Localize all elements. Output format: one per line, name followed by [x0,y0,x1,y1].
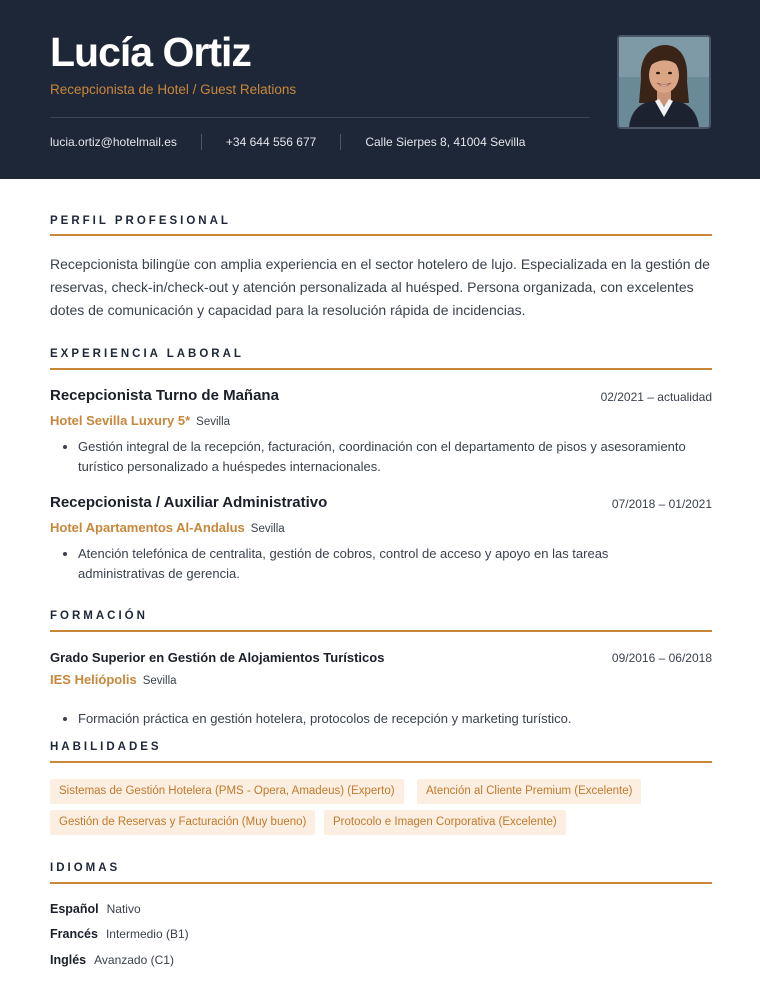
header [0,0,760,179]
portrait-image [619,37,709,127]
contact-email[interactable]: lucia.ortiz@hotelmail.es [50,135,177,149]
education-bullet: Formación práctica en gestión hotelera, protocolos de recepción y marketing turístico. [50,709,712,729]
contact-phone[interactable]: +34 644 556 677 [225,135,317,149]
job-bullet: Atención telefónica de centralita, gestión de cobros, control de acceso y apoyo en las tareas administrativas de gerencia. [50,544,670,584]
job-bullet: Gestión integral de la recepción, facturación, coordinación con el departamento de pisos y asesoramiento turístico personalizado a huéspedes internacionales. [50,437,712,477]
job-location: Sevilla [250,523,285,535]
section-rule [50,630,712,632]
job-company: Hotel Sevilla Luxury 5* [50,413,191,428]
contact-separator [201,134,202,150]
contact-separator [340,134,341,150]
section-rule [50,368,712,370]
section-rule [50,761,712,763]
job-dates: 02/2021 – actualidad [600,390,712,404]
profile-text: Recepcionista bilingüe con amplia experiencia en el sector hotelero de lujo. Especializada en la gestión de reservas, check-in/check-out y atención personalizada al huésped. Persona organizada, con excelentes dotes de comunicación y capacidad para la resolución rápida de incidencias. [50,256,710,318]
languages-section [50,861,712,967]
job-entry [50,387,712,474]
job-company-line [50,519,285,537]
candidate-role: Recepcionista de Hotel / Guest Relations [50,82,297,97]
section-title-skills: HABILIDADES [50,741,162,753]
header-divider [50,117,590,118]
language-item [50,953,174,967]
language-item [50,902,141,916]
section-title-languages: IDIOMAS [50,862,121,874]
skill-tag: Atención al Cliente Premium (Excelente) [417,779,641,804]
skill-tag: Sistemas de Gestión Hotelera (PMS - Opera, Amadeus) (Experto) [50,779,404,804]
section-rule [50,882,712,884]
education-dates: 09/2016 – 06/2018 [611,651,712,665]
profile-section [50,214,712,318]
contact-address: Calle Sierpes 8, 41004 Sevilla [365,135,526,149]
job-position: Recepcionista / Auxiliar Administrativo [50,494,328,511]
education-location: Sevilla [142,675,177,687]
job-location: Sevilla [196,416,231,428]
education-degree: Grado Superior en Gestión de Alojamientos Turísticos [50,650,385,665]
job-entry [50,494,712,581]
language-item [50,927,189,941]
section-title-experience: EXPERIENCIA LABORAL [50,348,244,360]
education-school: IES Heliópolis [50,672,137,687]
skill-tag: Gestión de Reservas y Facturación (Muy bueno) [50,810,315,835]
language-name: Inglés [50,953,87,967]
language-level: Nativo [106,902,141,916]
experience-section [50,347,712,581]
education-section [50,609,712,726]
language-level: Intermedio (B1) [105,927,189,941]
job-company: Hotel Apartamentos Al-Andalus [50,520,245,535]
section-title-profile: PERFIL PROFESIONAL [50,215,231,227]
education-school-line [50,671,177,689]
section-title-education: FORMACIÓN [50,610,148,622]
job-company-line [50,412,230,430]
skills-section [50,740,712,828]
section-rule [50,234,712,236]
language-level: Avanzado (C1) [94,953,174,967]
job-position: Recepcionista Turno de Mañana [50,387,279,404]
job-dates: 07/2018 – 01/2021 [611,497,712,511]
language-name: Francés [50,927,98,941]
skill-tag: Protocolo e Imagen Corporativa (Excelente) [324,810,566,835]
language-name: Español [50,902,99,916]
profile-photo [617,35,711,129]
contact-bar [50,133,525,151]
candidate-name: Lucía Ortiz [50,29,251,75]
